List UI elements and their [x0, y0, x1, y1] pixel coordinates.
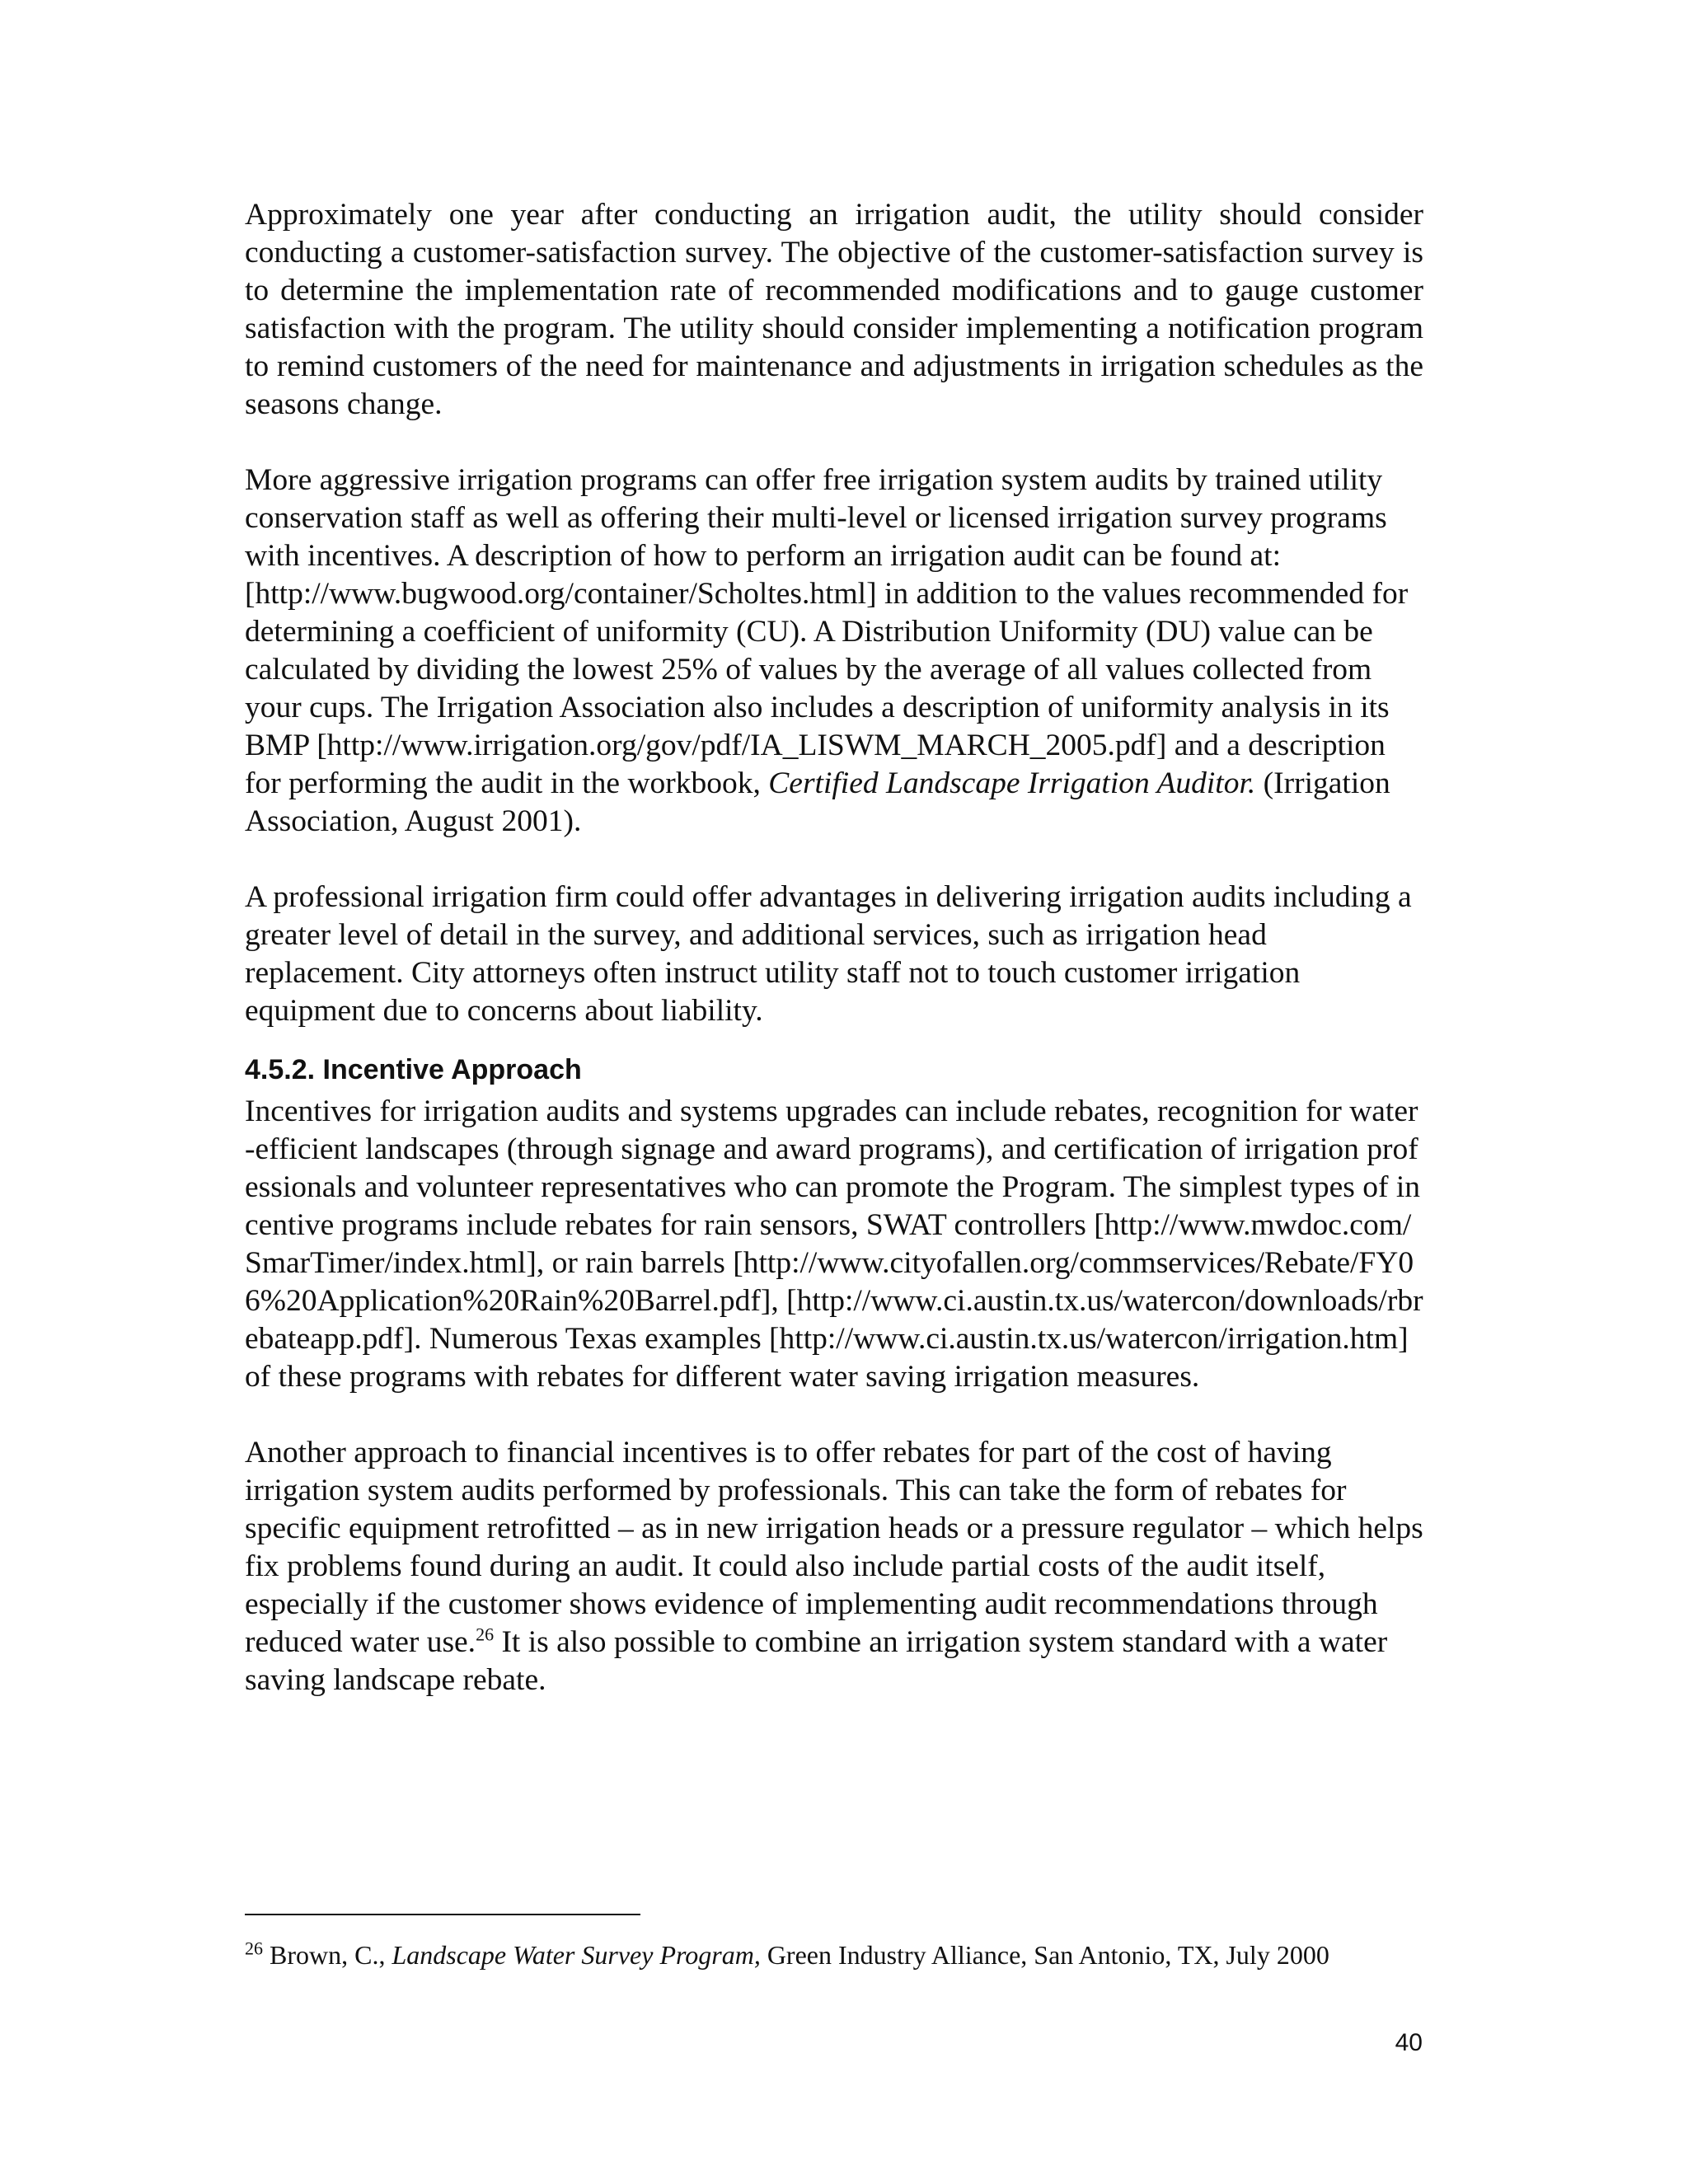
paragraph-aggressive-programs — [245, 462, 1423, 841]
footnote — [245, 1938, 1423, 1971]
footnote-divider — [245, 1914, 640, 1915]
paragraph-financial-incentives — [245, 1434, 1423, 1699]
paragraph-text: It is also possible to combine an irrigation system standard with a water saving landscape rebate. — [245, 1625, 1388, 1697]
page-number: 40 — [1395, 2029, 1423, 2056]
footnote-title: Landscape Water Survey Program, — [392, 1940, 761, 1970]
footnote-text: Green Industry Alliance, San Antonio, TX, July 2000 — [760, 1940, 1329, 1970]
paragraph-customer-satisfaction: Approximately one year after conducting an irrigation audit, the utility should consider conducting a customer-satisfaction survey. The objective of the customer-satisfaction survey is to determine the implementation rate of recommended modifications and to gauge customer satisfaction with the program. The utility should consider implementing a notification program to remind customers of the need for maintenance and adjustments in irrigation schedules as the seasons change. — [245, 198, 1423, 421]
footnote-number: 26 — [245, 1938, 263, 1959]
paragraph-text: (Irrigation Association, August 2001). — [245, 766, 1390, 838]
footnote-text: Brown, C., — [263, 1940, 392, 1970]
section-heading: 4.5.2. Incentive Approach — [245, 1054, 582, 1085]
paragraph-text: Another approach to financial incentives is to offer rebates for part of the cost of having irrigation system audits performed by professionals. This can take the form of rebates for specific equipment retrofitted – as in new irrigation heads or a pressure regulator – which helps fix problems found during an audit. It could also include partial costs of the audit itself, especially if the customer shows evidence of implementing audit recommendations through reduced water use. — [245, 1436, 1423, 1659]
paragraph-text: More aggressive irrigation programs can offer free irrigation system audits by trained utility conservation staff as well as offering their multi-level or licensed irrigation survey programs with incentives. A description of how to perform an irrigation audit can be found at: [http://www.bugwood.org/container/Scholtes.html] in addition to the values recommended for determining a coefficient of uniformity (CU). A Distribution Uniformity (DU) value can be calculated by dividing the lowest 25% of values by the average of all values collected from your cups. The Irrigation Association also includes a description of uniformity analysis in its BMP [http://www.irrigation.org/gov/pdf/IA_LISWM_MARCH_2005.pdf] and a description for performing the audit in the workbook, — [245, 463, 1409, 800]
paragraph-incentives: Incentives for irrigation audits and systems upgrades can include rebates, recognition for water-efficient landscapes (through signage and award programs), and certification of irrigation professionals and volunteer representatives who can promote the Program. The simplest types of incentive programs include rebates for rain sensors, SWAT controllers [http://www.mwdoc.com/SmarTimer/index.html], or rain barrels [http://www.cityofallen.org/commservices/Rebate/FY06%20Application%20Rain%20Barrel.pdf], [http://www.ci.austin.tx.us/watercon/downloads/rbrebateapp.pdf]. Numerous Texas examples [http://www.ci.austin.tx.us/watercon/irrigation.htm] of these programs with rebates for different water saving irrigation measures. — [245, 1094, 1423, 1394]
footnote-reference[interactable]: 26 — [476, 1624, 495, 1645]
page-body — [245, 196, 1423, 1737]
paragraph-professional-firm: A professional irrigation firm could offer advantages in delivering irrigation audits including a greater level of detail in the survey, and additional services, such as irrigation head replacement. City attorneys often instruct utility staff not to touch customer irrigation equipment due to concerns about liability. — [245, 880, 1412, 1028]
workbook-title: Certified Landscape Irrigation Auditor. — [768, 766, 1256, 800]
